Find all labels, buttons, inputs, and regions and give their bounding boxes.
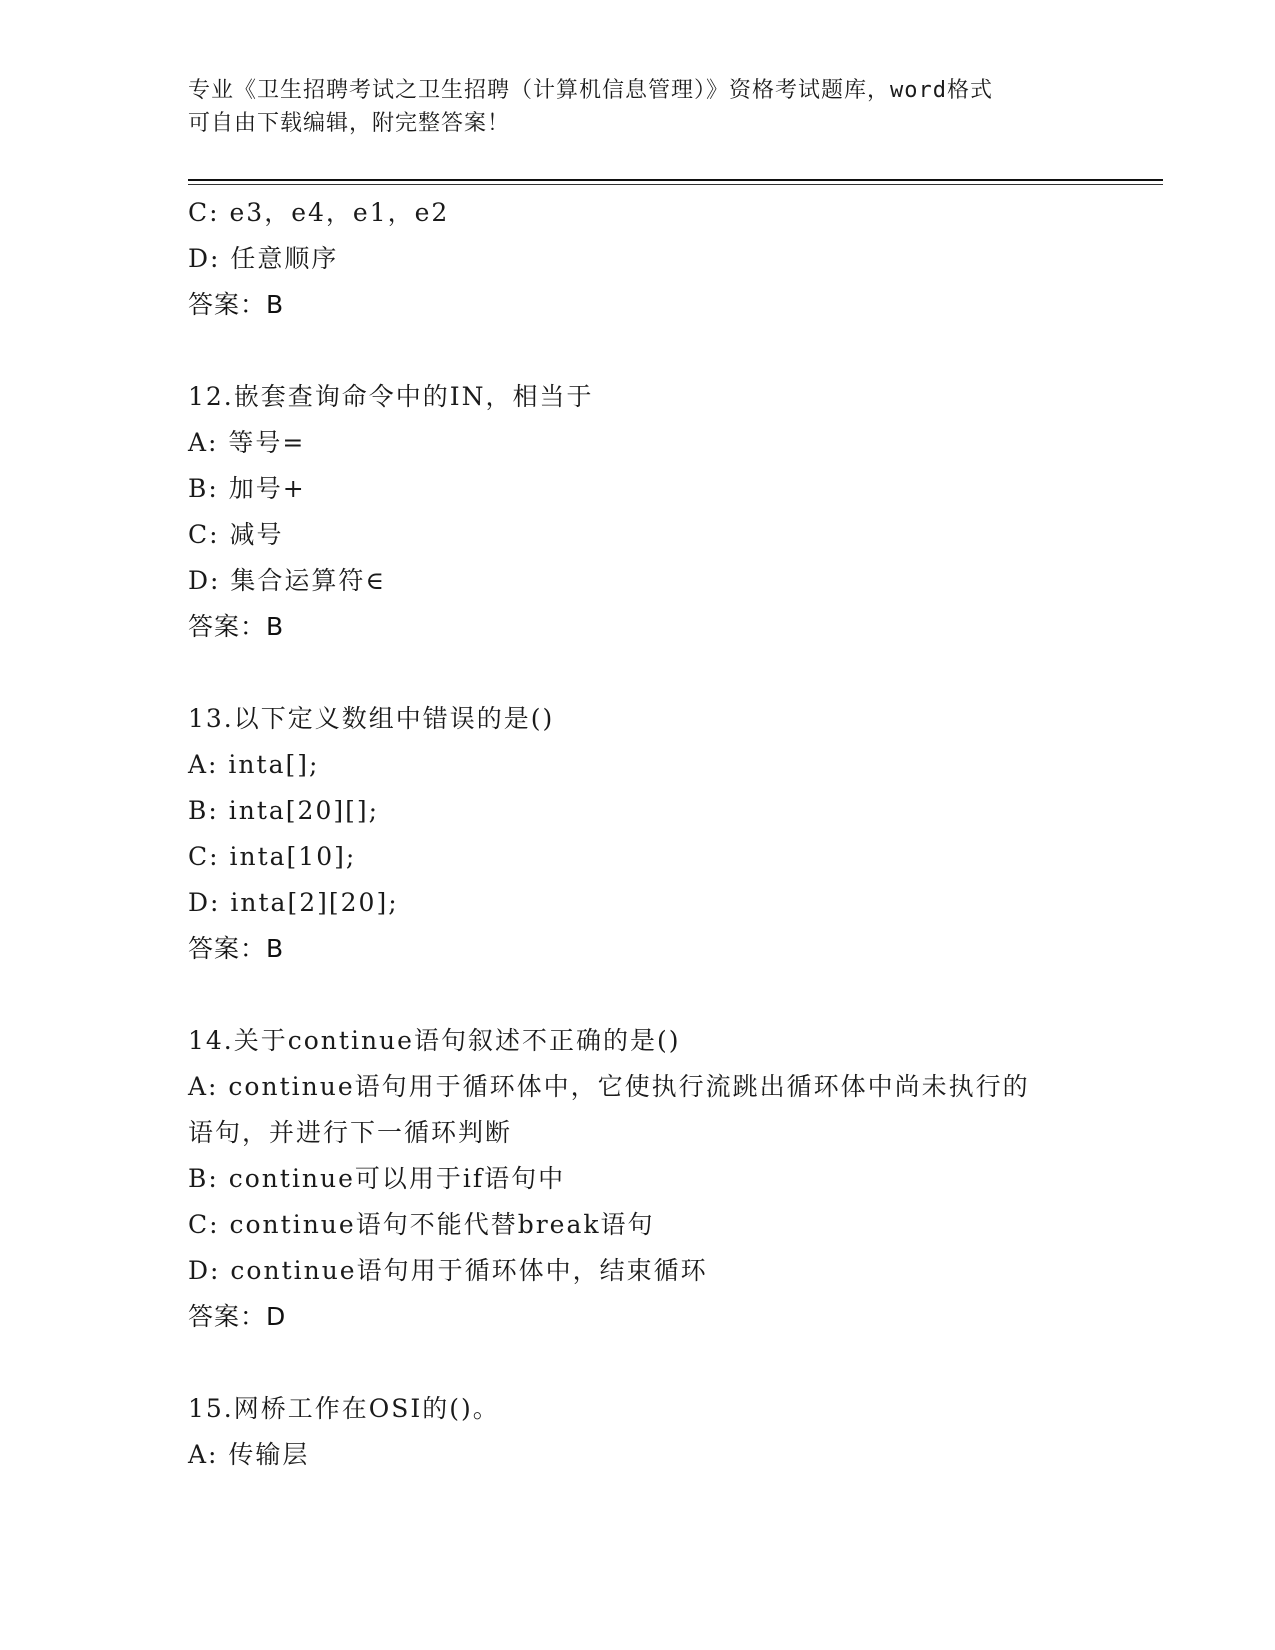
answer-line: 答案：B [188,612,285,641]
option-d: D: inta[2][20]; [188,888,399,917]
answer-line: 答案：B [188,290,285,319]
option-d: D: continue语句用于循环体中，结束循环 [188,1256,708,1285]
option-c: C: 减号 [188,520,284,549]
question-block-15 [188,1386,1088,1478]
option-a: A: inta[]; [188,750,320,779]
answer-line: 答案：D [188,1302,287,1331]
answer-line: 答案：B [188,934,285,963]
spacer [188,328,1088,374]
spacer [188,1340,1088,1386]
header-line-2: 可自由下载编辑，附完整答案！ [188,111,511,136]
header-divider-thick [188,179,1163,181]
spacer [188,972,1088,1018]
question-block-14 [188,1018,1088,1340]
option-a: A: 等号= [188,428,306,457]
header-divider-thin [188,184,1163,185]
option-c: C: continue语句不能代替break语句 [188,1210,655,1239]
question-block-continued [188,190,1088,328]
option-c: C: e3，e4，e1，e2 [188,198,450,227]
option-b: B: inta[20][]; [188,796,380,825]
option-c: C: inta[10]; [188,842,357,871]
document-header [188,74,1088,140]
question-text: 15.网桥工作在OSI的()。 [188,1394,500,1423]
option-a: A: 传输层 [188,1440,310,1469]
option-b: B: continue可以用于if语句中 [188,1164,566,1193]
option-d: D: 集合运算符∈ [188,566,386,595]
question-text: 14.关于continue语句叙述不正确的是() [188,1026,681,1055]
option-d: D: 任意顺序 [188,244,339,273]
question-text: 12.嵌套查询命令中的IN，相当于 [188,382,594,411]
spacer [188,650,1088,696]
question-list [188,190,1088,1478]
question-text: 13.以下定义数组中错误的是() [188,704,555,733]
question-block-12 [188,374,1088,650]
option-b: B: 加号+ [188,474,306,503]
header-line-1: 专业《卫生招聘考试之卫生招聘（计算机信息管理）》资格考试题库，word格式 [188,78,993,103]
question-block-13 [188,696,1088,972]
option-a: A: continue语句用于循环体中，它使执行流跳出循环体中尚未执行的 [188,1072,1030,1101]
option-a-continuation: 语句，并进行下一循环判断 [188,1118,513,1147]
